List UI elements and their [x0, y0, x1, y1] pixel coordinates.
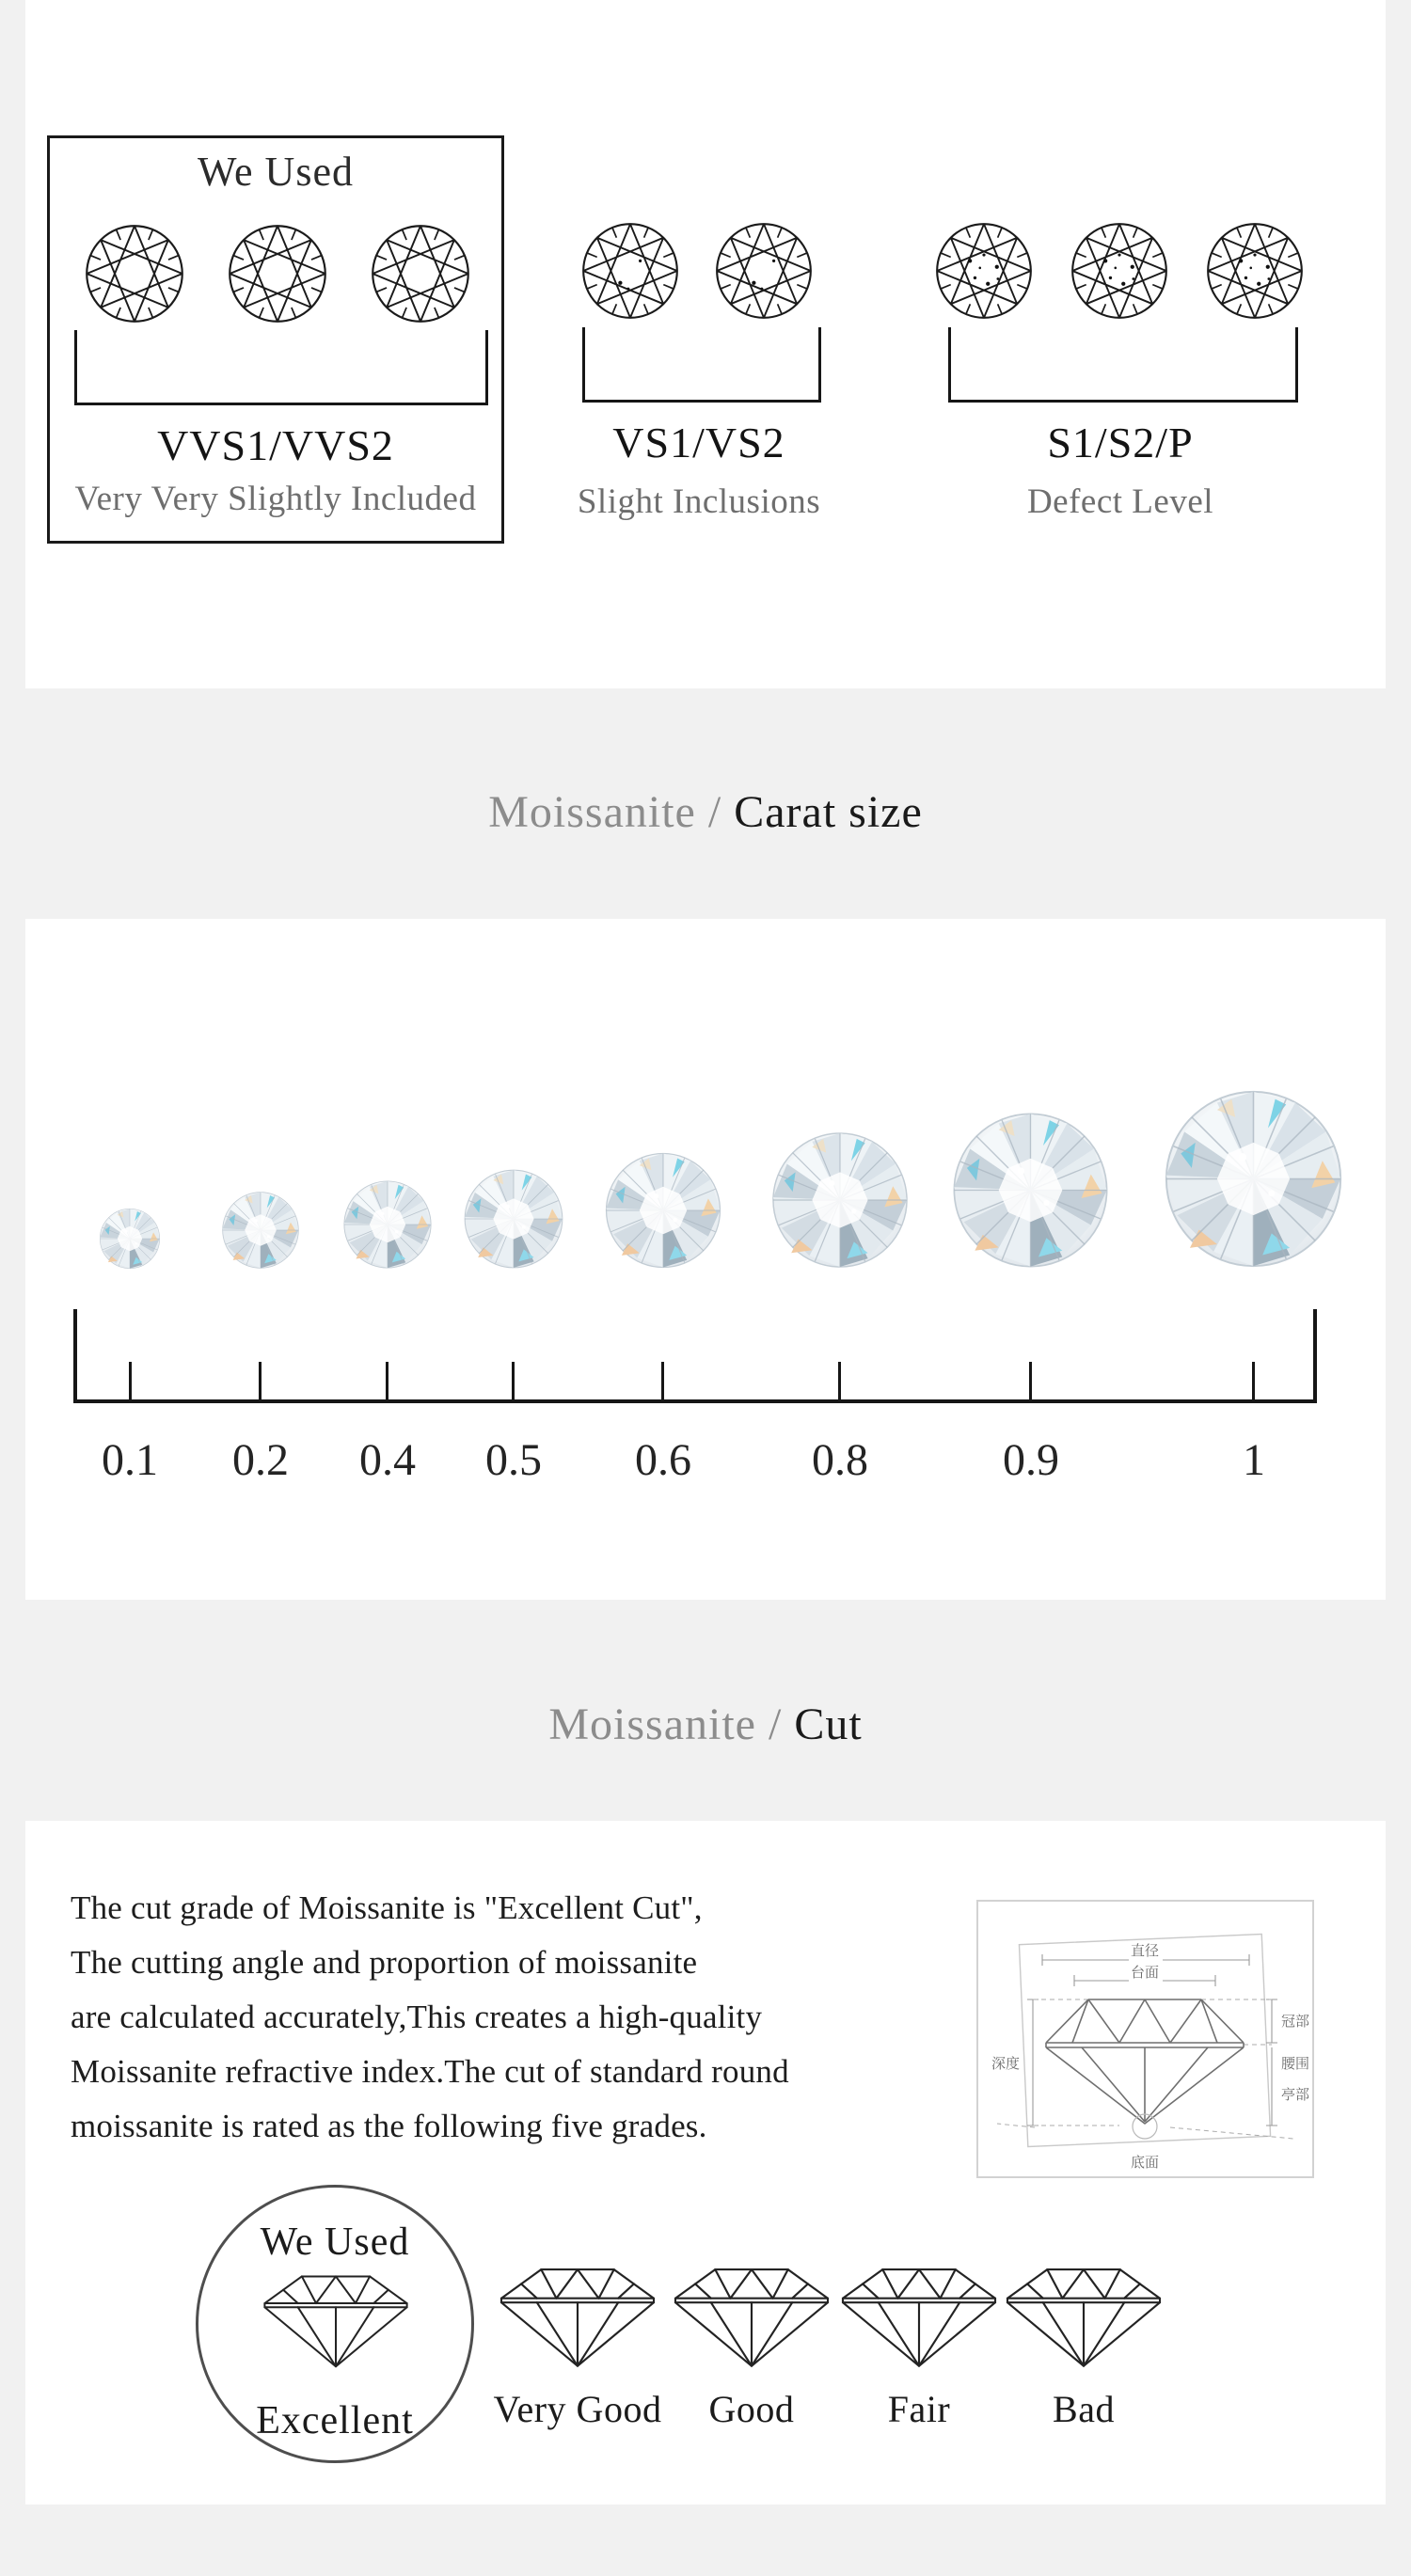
cut-section-title — [0, 1699, 1411, 1750]
scale-tick — [838, 1362, 841, 1403]
diamond-side-icon — [834, 2261, 1004, 2373]
diamond-photo-icon — [463, 1168, 564, 1270]
carat-section-card — [25, 919, 1386, 1600]
carat-size-label: 0.5 — [485, 1435, 542, 1485]
diamond-top-vs-icon — [714, 221, 814, 321]
cut-description — [71, 1881, 789, 2154]
diagram-label-culet: 底面 — [1130, 2156, 1160, 2171]
clarity-grade: VS1/VS2 — [612, 419, 785, 466]
diagram-label-pavilion: 亭部 — [1281, 2088, 1310, 2103]
carat-size-label: 0.8 — [812, 1435, 868, 1485]
diamond-photo-icon — [951, 1111, 1110, 1270]
paragraph-line: moissanite is rated as the following five grades. — [71, 2108, 707, 2144]
scale-tick — [1029, 1362, 1032, 1403]
group-bracket — [74, 330, 488, 405]
diamond-photo-icon — [1163, 1088, 1344, 1270]
diagram-label-crown: 冠部 — [1281, 2015, 1310, 2030]
title-prefix: Moissanite / — [548, 1699, 783, 1749]
carat-size-label: 0.6 — [635, 1435, 691, 1485]
title-main: Carat size — [734, 787, 923, 837]
diamond-side-icon — [257, 2268, 415, 2373]
diamond-top-si-icon — [1205, 221, 1305, 321]
cut-grade-label: Good — [708, 2388, 795, 2430]
scale-tick — [512, 1362, 515, 1403]
we-used-label: We Used — [260, 2220, 410, 2264]
we-used-label: We Used — [198, 149, 354, 195]
diamond-side-icon — [493, 2261, 662, 2373]
diamond-top-si-icon — [934, 221, 1034, 321]
clarity-grade: S1/S2/P — [1047, 419, 1194, 466]
diamond-top-icon — [84, 223, 185, 324]
diamond-top-si-icon — [1070, 221, 1169, 321]
scale-tick — [661, 1362, 664, 1403]
carat-size-label: 0.1 — [102, 1435, 158, 1485]
diamond-photo-icon — [342, 1179, 433, 1270]
diagram-label-depth: 深度 — [991, 2057, 1021, 2072]
cut-grade-label: Fair — [887, 2388, 951, 2430]
carat-size-label: 0.2 — [232, 1435, 289, 1485]
diagram-label-girdle: 腰围 — [1281, 2057, 1310, 2072]
diamond-top-icon — [370, 223, 471, 324]
diamond-top-icon — [227, 223, 328, 324]
title-prefix: Moissanite / — [488, 787, 722, 837]
cut-section-card — [25, 1821, 1386, 2505]
cut-grade-label: Very Good — [493, 2388, 662, 2430]
paragraph-line: are calculated accurately,This creates a high-quality — [71, 1999, 763, 2035]
diagram-label-table: 台面 — [1130, 1966, 1160, 1981]
diamond-side-icon — [667, 2261, 836, 2373]
carat-size-label: 0.4 — [359, 1435, 416, 1485]
diamond-photo-icon — [604, 1151, 722, 1270]
clarity-grade-desc: Very Very Slightly Included — [74, 480, 477, 518]
we-used-highlight-box — [47, 135, 504, 544]
diamond-side-icon — [999, 2261, 1168, 2373]
paragraph-line: Moissanite refractive index.The cut of standard round — [71, 2053, 789, 2090]
scale-tick — [1252, 1362, 1255, 1403]
scale-end-tick — [1313, 1309, 1317, 1403]
scale-tick — [259, 1362, 262, 1403]
clarity-grade: VVS1/VVS2 — [157, 421, 394, 469]
diagram-label-diameter: 直径 — [1130, 1944, 1160, 1959]
scale-tick — [386, 1362, 388, 1403]
diamond-photo-icon — [99, 1208, 161, 1270]
clarity-section-card — [25, 0, 1386, 688]
carat-size-label: 0.9 — [1003, 1435, 1059, 1485]
diamond-top-vs-icon — [580, 221, 680, 321]
scale-tick — [129, 1362, 132, 1403]
excellent-grade-circle — [196, 2185, 474, 2463]
clarity-grade-desc: Defect Level — [1026, 482, 1214, 521]
group-bracket — [948, 327, 1298, 403]
paragraph-line: The cut grade of Moissanite is "Excellent Cut", — [71, 1889, 703, 1926]
cut-grade-label: Bad — [1053, 2388, 1115, 2430]
scale-end-tick — [73, 1309, 77, 1403]
carat-size-label: 1 — [1243, 1435, 1265, 1485]
paragraph-line: The cutting angle and proportion of moissanite — [71, 1944, 698, 1981]
cut-grade-label: Excellent — [256, 2399, 414, 2442]
diamond-photo-icon — [221, 1191, 300, 1270]
group-bracket — [582, 327, 821, 403]
diamond-photo-icon — [770, 1130, 910, 1270]
carat-section-title — [0, 786, 1411, 838]
clarity-grade-desc: Slight Inclusions — [577, 482, 821, 521]
cut-proportion-diagram — [976, 1900, 1314, 2178]
title-main: Cut — [794, 1699, 863, 1749]
diamond-proportion-sketch — [978, 1902, 1312, 2176]
